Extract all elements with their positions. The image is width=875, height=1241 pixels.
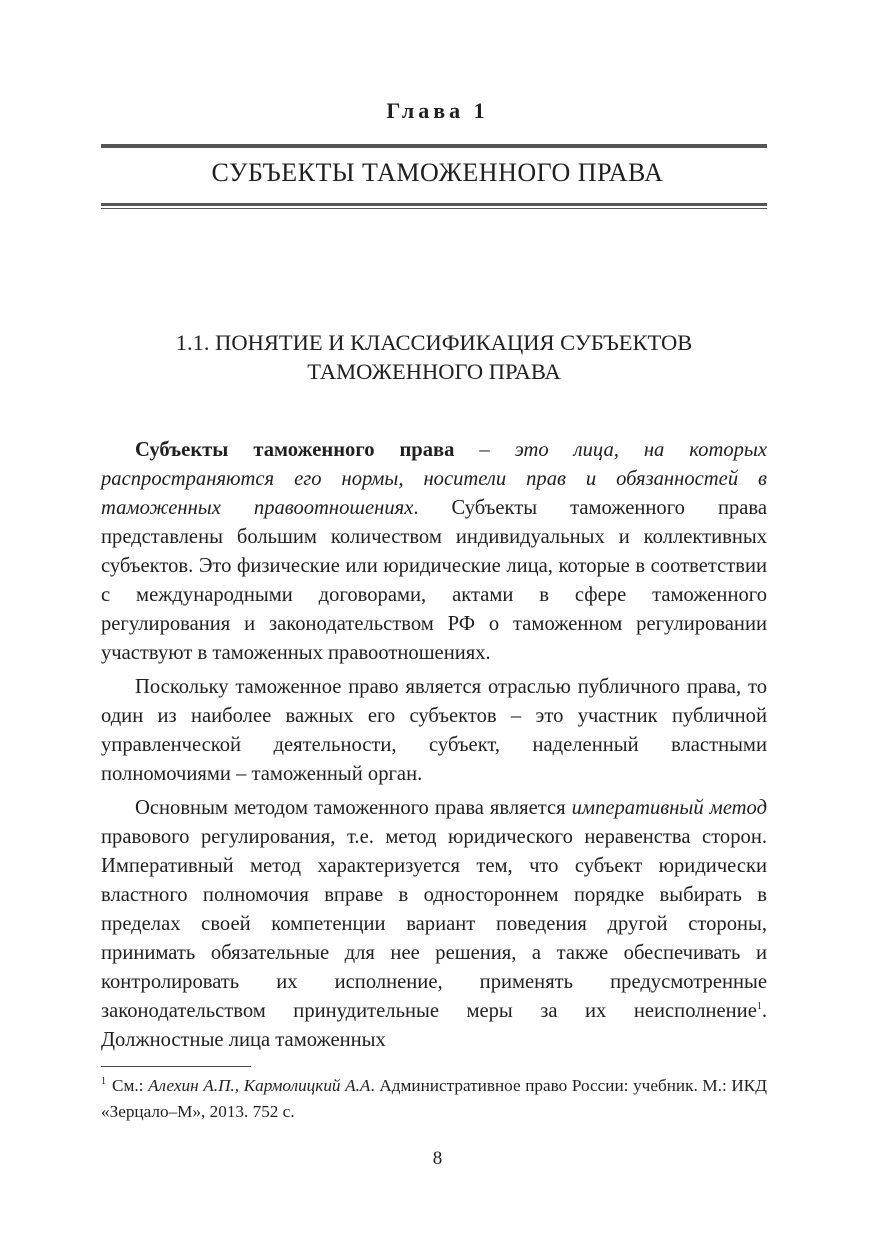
chapter-rule-top bbox=[101, 142, 767, 148]
paragraph-2: Поскольку таможенное право является отраслью публичного права, то один из наиболее важных его субъектов – это участник публичной управленческой деятельности, субъект, наделенный властными полномочиями – таможенный орган. bbox=[101, 676, 767, 785]
footnote-authors: Алехин А.П., Кармолицкий А.А bbox=[148, 1076, 371, 1095]
chapter-label: Глава 1 bbox=[386, 98, 489, 123]
paragraph-1-rest: . Субъекты таможенного права представлены большим количеством индивидуальных и коллективных субъектов. Это физические или юридические лица, которые в соответствии с международными договорами, актами в сфере таможенного регулирования и законодательством РФ о таможенном регулировании участвуют в таможенных правоотношениях. bbox=[101, 497, 767, 664]
paragraph-1 bbox=[101, 436, 767, 668]
body-text bbox=[101, 436, 767, 1060]
section-title-line-2: ТАМОЖЕННОГО ПРАВА bbox=[307, 359, 561, 384]
footnote bbox=[101, 1073, 767, 1125]
defined-term: Субъекты таможенного права bbox=[135, 439, 455, 461]
page-number: 8 bbox=[432, 1148, 443, 1169]
paragraph-3 bbox=[101, 794, 767, 1055]
footnote-prefix: См.: bbox=[112, 1076, 149, 1095]
footnote-separator bbox=[101, 1066, 251, 1067]
term-dash: – bbox=[454, 439, 515, 461]
paragraph-3-start: Основным методом таможенного права является bbox=[135, 797, 572, 819]
definition-text: это лица, на которых распространяются его нормы, носители прав и обязанностей в таможенных правоотношениях bbox=[101, 439, 767, 519]
footnote-text: . Административное право России: учебник. М.: ИКД «Зерцало–М», 2013. 752 с. bbox=[101, 1076, 767, 1121]
footnote-reference[interactable]: 1 bbox=[756, 1001, 762, 1013]
paragraph-3-end: . Должностные лица таможенных bbox=[101, 1000, 767, 1051]
paragraph-3-middle: правового регулирования, т.е. метод юридического неравенства сторон. Императивный метод характеризуется тем, что субъект юридически властного полномочия вправе в одностороннем порядке выбирать в пределах своей компетенции вариант поведения другой стороны, принимать обязательные для нее решения, а также обеспечивать и контролировать их исполнение, применять предусмотренные законодательством принудительные меры за их неисполнение bbox=[101, 826, 767, 1022]
section-title bbox=[101, 328, 767, 386]
chapter-rule-bottom bbox=[101, 203, 767, 211]
section-title-line-1: 1.1. ПОНЯТИЕ И КЛАССИФИКАЦИЯ СУБЪЕКТОВ bbox=[175, 330, 693, 355]
emphasis-term: императивный метод bbox=[571, 797, 768, 819]
footnote-number: 1 bbox=[101, 1076, 106, 1088]
chapter-title: СУБЪЕКТЫ ТАМОЖЕННОГО ПРАВА bbox=[211, 158, 664, 187]
